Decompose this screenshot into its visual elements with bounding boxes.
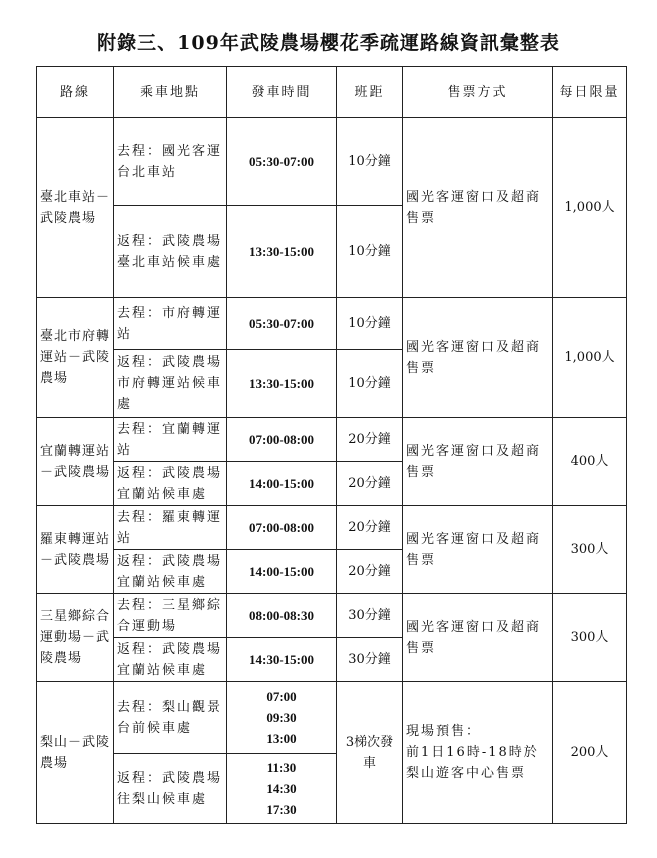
ticketing-line: 現場預售： — [406, 724, 482, 739]
return-time: 17:30 — [266, 802, 297, 817]
departure-times — [227, 682, 337, 754]
table-row — [37, 298, 627, 350]
ticketing-method: 國光客運窗口及超商售票 — [403, 118, 553, 298]
departure-stop: 去程：三星鄉綜合運動場 — [114, 594, 227, 638]
route-table — [36, 66, 627, 824]
table-row — [37, 506, 627, 550]
daily-limit: 300人 — [553, 506, 627, 594]
return-time: 11:30 — [266, 760, 297, 775]
departure-frequency: 20分鐘 — [337, 506, 403, 550]
departure-time: 05:30-07:00 — [227, 118, 337, 206]
daily-limit: 200人 — [553, 682, 627, 824]
departure-stop: 去程：國光客運台北車站 — [114, 118, 227, 206]
daily-limit: 1,000人 — [553, 298, 627, 418]
route-name: 三星鄉綜合運動場－武陵農場 — [37, 594, 114, 682]
route-name: 宜蘭轉運站－武陵農場 — [37, 418, 114, 506]
return-stop: 返程：武陵農場宜蘭站候車處 — [114, 550, 227, 594]
return-frequency: 10分鐘 — [337, 206, 403, 298]
return-frequency: 20分鐘 — [337, 462, 403, 506]
page-title: 附錄三、109年武陵農場櫻花季疏運路線資訊彙整表 — [97, 32, 560, 54]
daily-limit: 400人 — [553, 418, 627, 506]
trip-frequency: 3梯次發車 — [337, 682, 403, 824]
departure-time: 07:00 — [266, 689, 297, 704]
return-stop: 返程：武陵農場往梨山候車處 — [114, 754, 227, 824]
return-time: 14:00-15:00 — [227, 550, 337, 594]
departure-frequency: 10分鐘 — [337, 298, 403, 350]
departure-time: 07:00-08:00 — [227, 506, 337, 550]
return-time: 13:30-15:00 — [227, 206, 337, 298]
return-times — [227, 754, 337, 824]
departure-stop: 去程：梨山觀景台前候車處 — [114, 682, 227, 754]
daily-limit: 300人 — [553, 594, 627, 682]
return-frequency: 30分鐘 — [337, 638, 403, 682]
table-row — [37, 682, 627, 754]
return-stop: 返程：武陵農場臺北車站候車處 — [114, 206, 227, 298]
route-name: 臺北市府轉運站－武陵農場 — [37, 298, 114, 418]
departure-time: 09:30 — [266, 710, 297, 725]
departure-time: 13:00 — [266, 731, 297, 746]
route-name: 羅東轉運站－武陵農場 — [37, 506, 114, 594]
return-time: 13:30-15:00 — [227, 350, 337, 418]
header-route: 路線 — [37, 67, 114, 118]
table-row — [37, 118, 627, 206]
header-frequency: 班距 — [337, 67, 403, 118]
return-frequency: 10分鐘 — [337, 350, 403, 418]
return-stop: 返程：武陵農場市府轉運站候車處 — [114, 350, 227, 418]
table-row — [37, 594, 627, 638]
ticketing-method: 國光客運窗口及超商售票 — [403, 298, 553, 418]
table-row — [37, 418, 627, 462]
header-ticketing: 售票方式 — [403, 67, 553, 118]
return-time: 14:30 — [266, 781, 297, 796]
departure-frequency: 10分鐘 — [337, 118, 403, 206]
departure-time: 08:00-08:30 — [227, 594, 337, 638]
return-time: 14:00-15:00 — [227, 462, 337, 506]
return-stop: 返程：武陵農場宜蘭站候車處 — [114, 462, 227, 506]
header-daily-limit: 每日限量 — [553, 67, 627, 118]
return-stop: 返程：武陵農場宜蘭站候車處 — [114, 638, 227, 682]
departure-time: 07:00-08:00 — [227, 418, 337, 462]
daily-limit: 1,000人 — [553, 118, 627, 298]
ticketing-method: 國光客運窗口及超商售票 — [403, 506, 553, 594]
return-time: 14:30-15:00 — [227, 638, 337, 682]
ticketing-line: 前1日16時-18時於梨山遊客中心售票 — [406, 745, 539, 781]
departure-frequency: 30分鐘 — [337, 594, 403, 638]
header-stop: 乘車地點 — [114, 67, 227, 118]
departure-time: 05:30-07:00 — [227, 298, 337, 350]
return-frequency: 20分鐘 — [337, 550, 403, 594]
departure-frequency: 20分鐘 — [337, 418, 403, 462]
departure-stop: 去程：宜蘭轉運站 — [114, 418, 227, 462]
route-name: 梨山－武陵農場 — [37, 682, 114, 824]
route-name: 臺北車站－武陵農場 — [37, 118, 114, 298]
ticketing-method — [403, 682, 553, 824]
header-row — [37, 67, 627, 118]
ticketing-method: 國光客運窗口及超商售票 — [403, 418, 553, 506]
ticketing-method: 國光客運窗口及超商售票 — [403, 594, 553, 682]
header-time: 發車時間 — [227, 67, 337, 118]
departure-stop: 去程：羅東轉運站 — [114, 506, 227, 550]
departure-stop: 去程：市府轉運站 — [114, 298, 227, 350]
